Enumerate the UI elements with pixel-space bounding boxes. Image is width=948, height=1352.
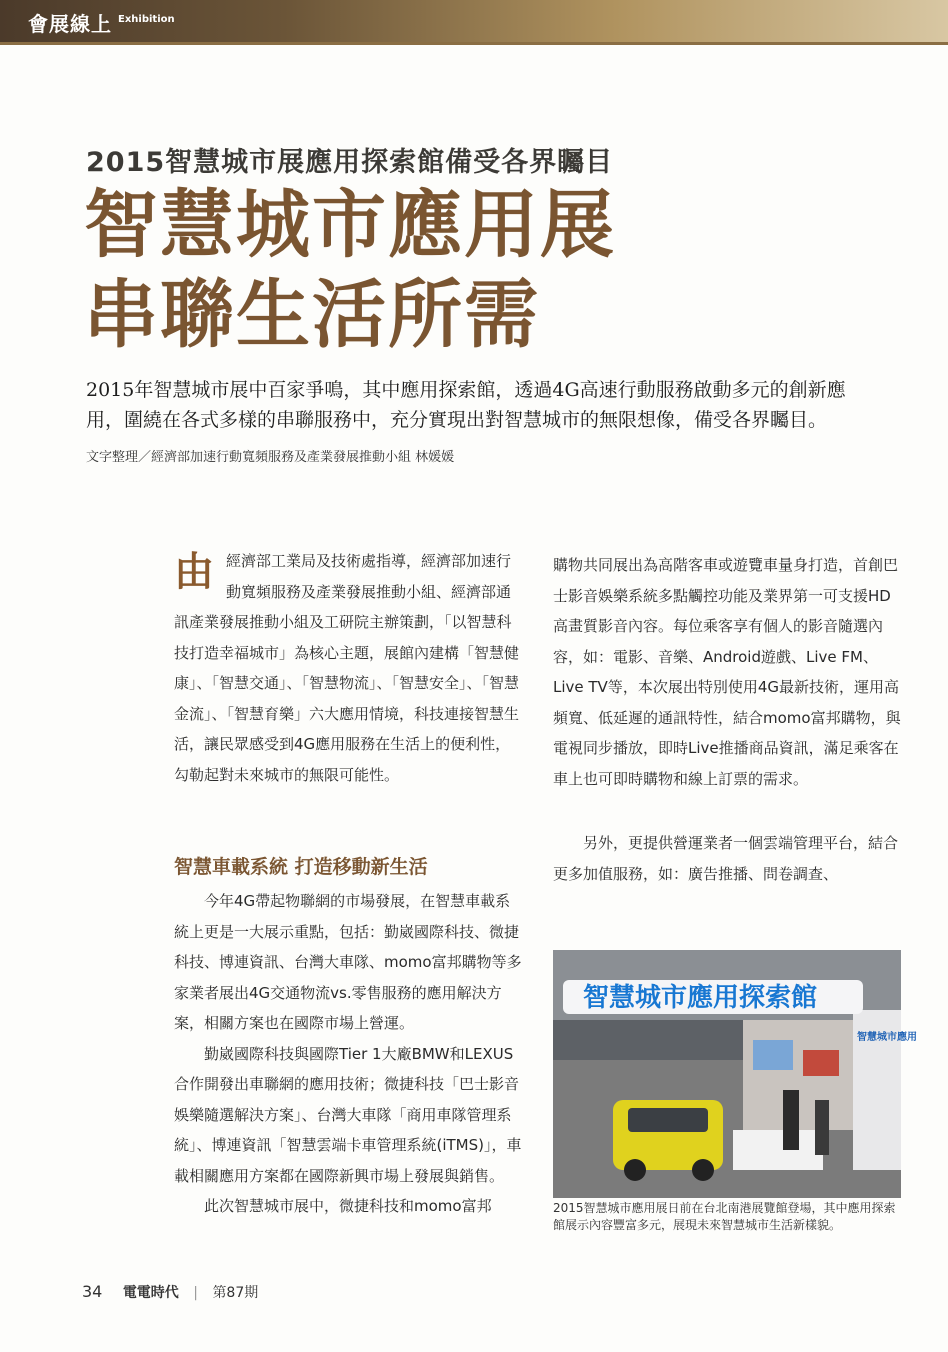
page-number: 34 — [82, 1282, 103, 1301]
magazine-name: 電電時代 — [122, 1285, 179, 1301]
paragraph: 另外，更提供營運業者一個雲端管理平台，結合更多加值服務，如：廣告推播、問卷調查、 — [553, 834, 899, 883]
header-divider — [0, 42, 948, 45]
section-label: 會展線上 — [28, 12, 112, 36]
paragraph: 購物共同展出為高階客車或遊覽車量身打造，首創巴士影音娛樂系統多點觸控功能及業界第一可支援HD高畫質影音內容。每位乘客享有個人的影音隨選內容，如：電影、音樂、Android遊戲、Live FM、Live TV等，本次展出特別使用4G最新技術，運用高頻寬、低延遲的通訊特性，結合momo富邦購物，與電視同步播放，即時Live推播商品資訊，滿足乘客在車上也可即時購物和線上訂票的需求。 — [553, 556, 901, 788]
column-left-top — [174, 546, 524, 790]
article-title-line2: 串聯生活所需 — [84, 272, 540, 358]
photo-sign-text: 智慧城市應用探索館 — [583, 983, 818, 1013]
column-right-mid — [553, 828, 903, 889]
paragraph: 此次智慧城市展中，微捷科技和momo富邦 — [204, 1197, 492, 1215]
paragraph: 今年4G帶起物聯網的市場發展，在智慧車載系統上更是一大展示重點，包括：勤崴國際科技、微捷科技、博連資訊、台灣大車隊、momo富邦購物等多家業者展出4G交通物流vs.零售服務的應用解決方案，相關方案也在國際市場上營運。 — [174, 892, 522, 1032]
section-heading: 智慧車載系統 打造移動新生活 — [174, 856, 428, 878]
section-label-en: Exhibition — [118, 14, 175, 25]
article-lead: 2015年智慧城市展中百家爭鳴，其中應用探索館，透過4G高速行動服務啟動多元的創新應用，圍繞在各式多樣的串聯服務中，充分實現出對智慧城市的無限想像，備受各界矚目。 — [86, 379, 846, 431]
dropcap: 由 — [174, 549, 214, 595]
exhibition-photo — [553, 950, 917, 1198]
article-subtitle: 2015智慧城市展應用探索館備受各界矚目 — [86, 147, 614, 178]
column-left-bottom — [174, 886, 524, 1222]
article-byline: 文字整理／經濟部加速行動寬頻服務及產業發展推動小組 林媛媛 — [86, 450, 455, 465]
page-footer — [82, 1282, 258, 1302]
paragraph: 勤崴國際科技與國際Tier 1大廠BMW和LEXUS合作開發出車聯網的應用技術；微捷科技「巴士影音娛樂隨選解決方案」、台灣大車隊「商用車隊管理系統」、博連資訊「智慧雲端卡車管理系統(iTMS)」，車載相關應用方案都在國際新興市場上發展與銷售。 — [174, 1044, 522, 1185]
issue-number: 第87期 — [212, 1285, 259, 1301]
photo-side-sign-text: 智慧城市應用 — [857, 1032, 917, 1043]
article-title-line1: 智慧城市應用展 — [84, 182, 616, 268]
photo-caption: 2015智慧城市應用展日前在台北南港展覽館登場，其中應用探索館展示內容豐富多元，展現未來智慧城市生活新樣貌。 — [553, 1201, 896, 1232]
column-right-top — [553, 550, 903, 794]
paragraph-intro: 經濟部工業局及技術處指導，經濟部加速行動寬頻服務及產業發展推動小組、經濟部通訊產業發展推動小組及工研院主辦策劃，「以智慧科技打造幸福城市」為核心主題，展館內建構「智慧健康」、「智慧交通」、「智慧物流」、「智慧安全」、「智慧金流」、「智慧育樂」六大應用情境，科技連接智慧生活，讓民眾感受到4G應用服務在生活上的便利性，勾勒起對未來城市的無限可能性。 — [174, 552, 520, 784]
footer-separator: | — [193, 1285, 198, 1301]
